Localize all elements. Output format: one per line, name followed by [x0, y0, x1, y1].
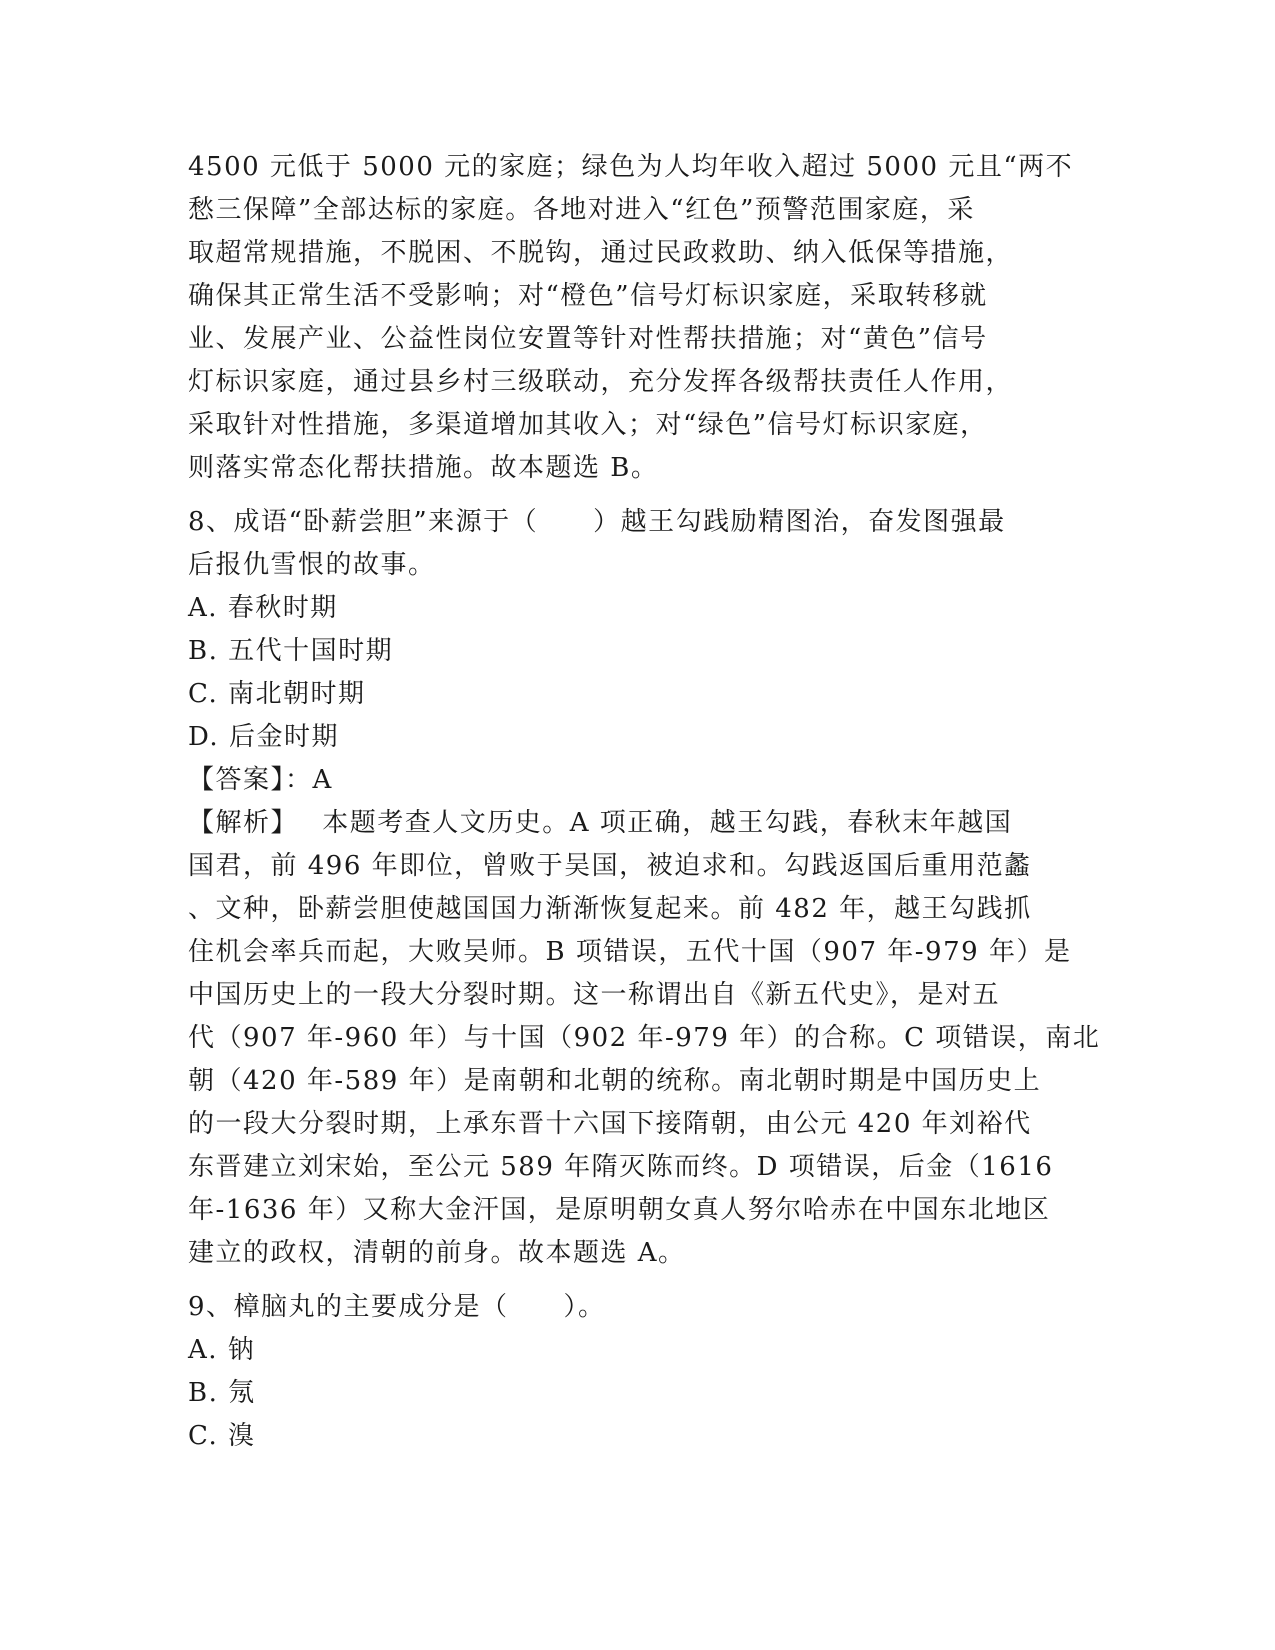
option-a: A. 春秋时期: [188, 593, 338, 623]
paragraph-gap: [188, 1275, 1088, 1286]
option-c: C. 南北朝时期: [188, 679, 366, 709]
document-body: [188, 146, 1101, 1458]
analysis-line: 国君，前 496 年即位，曾败于吴国，被迫求和。勾践返国后重用范蠡: [188, 851, 1032, 881]
analysis-line: 、文种，卧薪尝胆使越国国力渐渐恢复起来。前 482 年，越王勾践抓: [188, 894, 1032, 924]
text-line: 业、发展产业、公益性岗位安置等针对性帮扶措施；对“黄色”信号: [188, 324, 988, 354]
question7-analysis-continuation: [188, 146, 1088, 490]
text-line: 确保其正常生活不受影响；对“橙色”信号灯标识家庭，采取转移就: [188, 281, 988, 311]
text-line: 采取针对性措施，多渠道增加其收入；对“绿色”信号灯标识家庭，: [188, 410, 988, 440]
analysis-line: 年-1636 年）又称大金汗国，是原明朝女真人努尔哈赤在中国东北地区: [188, 1195, 1051, 1225]
question-stem: 8、成语“卧薪尝胆”来源于（ ）越王勾践励精图治，奋发图强最: [188, 507, 1006, 537]
answer-line: 【答案】：A: [188, 765, 333, 795]
analysis-line: 中国历史上的一段大分裂时期。这一称谓出自《新五代史》，是对五: [188, 980, 1001, 1010]
text-line: 灯标识家庭，通过县乡村三级联动，充分发挥各级帮扶责任人作用，: [188, 367, 1014, 397]
text-line: 愁三保障”全部达标的家庭。各地对进入“红色”预警范围家庭，采: [188, 195, 975, 225]
option-d: D. 后金时期: [188, 722, 339, 752]
analysis-line: 【解析】 本题考查人文历史。A 项正确，越王勾践，春秋末年越国: [188, 808, 1013, 838]
paragraph-gap: [188, 490, 1088, 501]
text-line: 4500 元低于 5000 元的家庭；绿色为人均年收入超过 5000 元且“两不: [188, 152, 1074, 182]
analysis-line: 住机会率兵而起，大败吴师。B 项错误，五代十国（907 年-979 年）是: [188, 937, 1072, 967]
text-line: 取超常规措施，不脱困、不脱钩，通过民政救助、纳入低保等措施，: [188, 238, 1014, 268]
option-a: A. 钠: [188, 1335, 256, 1365]
analysis-line: 建立的政权，清朝的前身。故本题选 A。: [188, 1238, 686, 1268]
analysis-line: 朝（420 年-589 年）是南朝和北朝的统称。南北朝时期是中国历史上: [188, 1066, 1042, 1096]
option-b: B. 五代十国时期: [188, 636, 394, 666]
option-c: C. 溴: [188, 1421, 256, 1451]
analysis-line: 的一段大分裂时期，上承东晋十六国下接隋朝，由公元 420 年刘裕代: [188, 1109, 1032, 1139]
question-stem: 后报仇雪恨的故事。: [188, 550, 436, 580]
question-8: [188, 501, 1101, 1275]
question-stem: 9、樟脑丸的主要成分是（ ）。: [188, 1292, 606, 1322]
text-line: 则落实常态化帮扶措施。故本题选 B。: [188, 453, 659, 483]
analysis-line: 东晋建立刘宋始，至公元 589 年隋灭陈而终。D 项错误，后金（1616: [188, 1152, 1054, 1182]
analysis-line: 代（907 年-960 年）与十国（902 年-979 年）的合称。C 项错误，南北: [188, 1023, 1101, 1053]
question-9: [188, 1286, 1088, 1458]
option-b: B. 氖: [188, 1378, 256, 1408]
